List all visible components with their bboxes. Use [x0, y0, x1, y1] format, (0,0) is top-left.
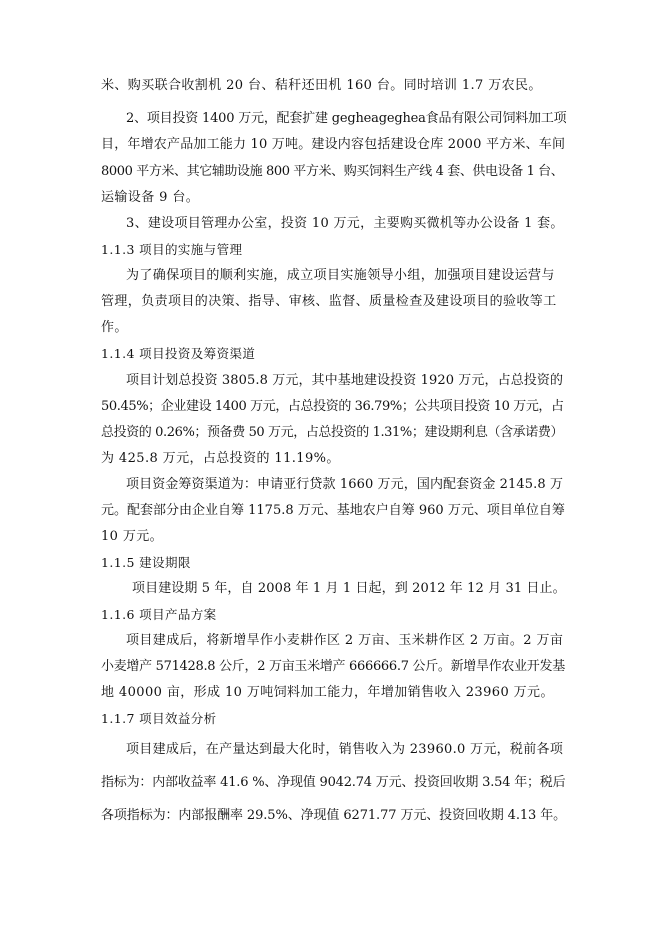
item-2-line-4: 运输设备 9 台。 — [101, 190, 200, 205]
section-1-1-5-line: 项目建设期 5 年，自 2008 年 1 月 1 日起，到 2012 年 12 月 31 日止。 — [132, 581, 566, 596]
section-1-1-4-p2-line-1: 项目资金筹资渠道为：申请亚行贷款 1660 万元，国内配套资金 2145.8 万 — [126, 477, 564, 492]
section-1-1-4-p1-line-2: 50.45%；企业建设 1400 万元，占总投资的 36.79%；公共项目投资 10 万元，占 — [101, 399, 564, 414]
section-1-1-4-p2-line-3: 10 万元。 — [101, 529, 164, 544]
item-2-line-2: 目，年增农产品加工能力 10 万吨。建设内容包括建设仓库 2000 平方米、车间 — [101, 137, 566, 152]
section-1-1-4-p2-line-2: 元。配套部分由企业自筹 1175.8 万元、基地农户自筹 960 万元、项目单位自筹 — [101, 503, 565, 518]
section-1-1-6-line-3: 地 40000 亩，形成 10 万吨饲料加工能力，年增加销售收入 23960 万元。 — [101, 685, 554, 700]
item-2-line-1: 2、项目投资 1400 万元，配套扩建 gegheageghea食品有限公司饲料加工项 — [126, 111, 567, 126]
item-3: 3、建设项目管理办公室，投资 10 万元，主要购买微机等办公设备 1 套。 — [126, 216, 564, 231]
section-1-1-5-heading: 1.1.5 建设期限 — [101, 555, 191, 570]
section-1-1-4-p1-line-3: 总投资的 0.26%；预备费 50 万元，占总投资的 1.31%；建设期利息（含承诺费） — [101, 425, 564, 440]
section-1-1-3-line-2: 管理，负责项目的决策、指导、审核、监督、质量检查及建设项目的验收等工 — [101, 294, 557, 309]
paragraph-1-end: 米、购买联合收割机 20 台、秸秆还田机 160 台。同时培训 1.7 万农民。 — [101, 78, 542, 93]
section-1-1-3-line-1: 为了确保项目的顺利实施，成立项目实施领导小组，加强项目建设运营与 — [126, 268, 555, 283]
section-1-1-4-p1-line-1: 项目计划总投资 3805.8 万元，其中基地建设投资 1920 万元，占总投资的 — [126, 373, 564, 388]
section-1-1-4-p1-line-4: 为 425.8 万元，占总投资的 11.19%。 — [101, 451, 340, 466]
section-1-1-3-heading: 1.1.3 项目的实施与管理 — [101, 242, 243, 257]
section-1-1-7-line-2: 指标为：内部收益率 41.6 %、净现值 9042.74 万元、投资回收期 3.54 年；税后 — [101, 775, 566, 790]
section-1-1-3-line-3: 作。 — [101, 320, 128, 335]
item-2-line-3: 8000 平方米、其它辅助设施 800 平方米、购买饲料生产线 4 套、供电设备 1 台、 — [101, 164, 564, 179]
section-1-1-4-heading: 1.1.4 项目投资及筹资渠道 — [101, 346, 256, 361]
section-1-1-7-line-3: 各项指标为：内部报酬率 29.5%、净现值 6271.77 万元、投资回收期 4.13 年。 — [101, 808, 567, 823]
section-1-1-6-line-2: 小麦增产 571428.8 公斤，2 万亩玉米增产 666666.7 公斤。新增旱作农业开发基 — [101, 659, 565, 674]
section-1-1-6-line-1: 项目建成后，将新增旱作小麦耕作区 2 万亩、玉米耕作区 2 万亩。2 万亩 — [126, 633, 564, 648]
section-1-1-6-heading: 1.1.6 项目产品方案 — [101, 607, 217, 622]
section-1-1-7-heading: 1.1.7 项目效益分析 — [101, 711, 217, 726]
section-1-1-7-line-1: 项目建成后，在产量达到最大化时，销售收入为 23960.0 万元，税前各项 — [126, 742, 564, 757]
